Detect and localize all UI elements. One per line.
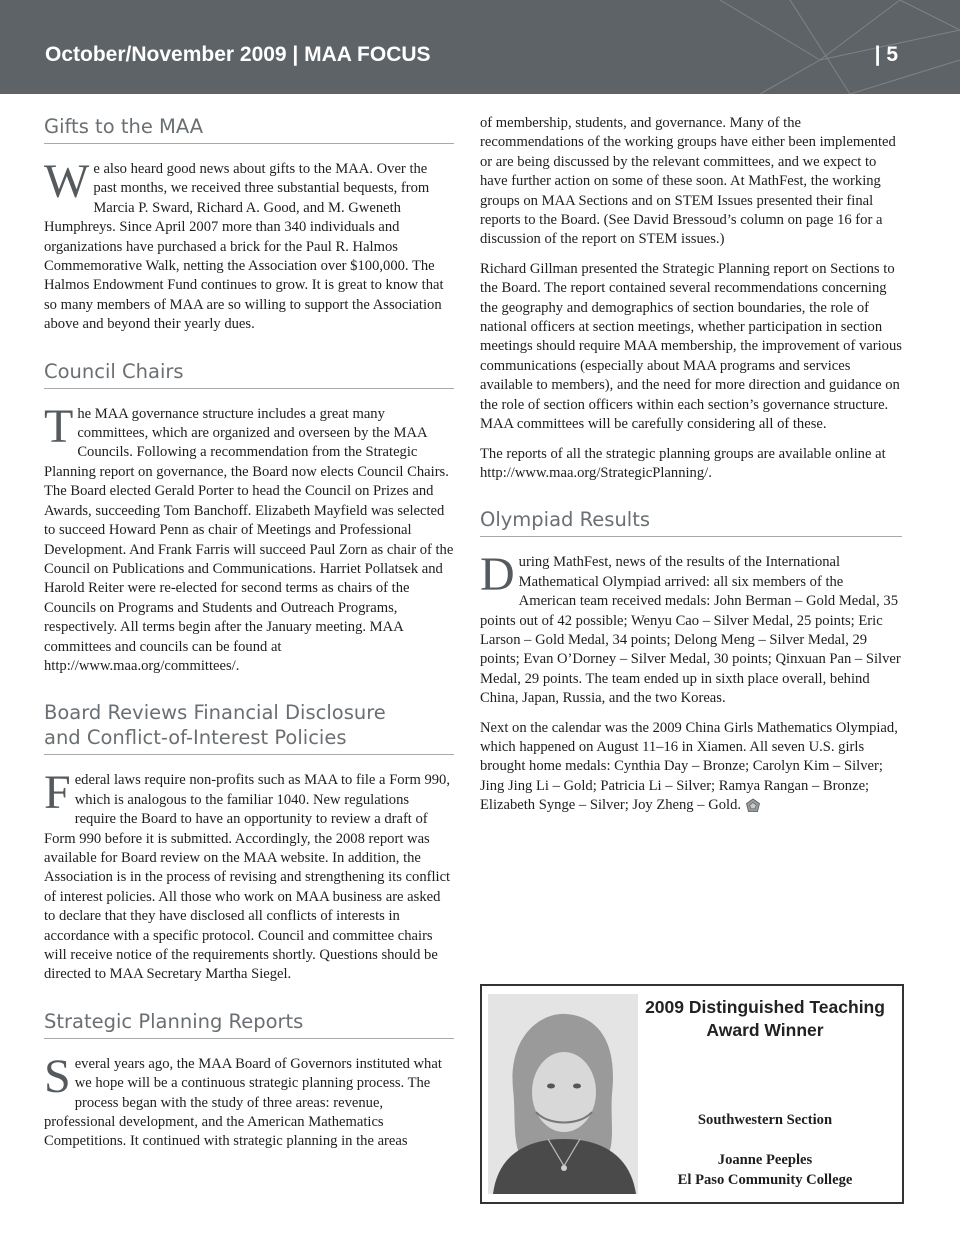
page-header bbox=[0, 0, 960, 94]
board-paragraph bbox=[44, 766, 454, 984]
award-box bbox=[480, 984, 904, 1204]
board-heading-line2: and Conflict-of-Interest Policies bbox=[44, 726, 347, 750]
section-heading-gifts: Gifts to the MAA bbox=[44, 114, 454, 144]
award-title-line1: 2009 Distinguished Teaching bbox=[645, 997, 885, 1017]
strategic-paragraph bbox=[44, 1049, 454, 1152]
reports-online-paragraph: The reports of all the strategic planning groups are available online at http://www.maa.org/StrategicPlanning/. bbox=[480, 445, 886, 481]
gifts-text: e also heard good news about gifts to the MAA. Over the past months, we received three substantial bequests, from Marcia P. Sward, Richard A. Good, and M. Gweneth Humphreys. Since April 2007 more than 340 individuals and organizations have purchased a brick for the Paul R. Halmos Commemorative Walk, netting the Association over $100,000. The Halmos Endowment Fund continues to grow. It is great to know that so many members of MAA are so willing to support the Association above and beyond their yearly dues. bbox=[44, 161, 444, 333]
page-number: | 5 bbox=[874, 43, 898, 66]
award-winner-photo bbox=[488, 994, 638, 1194]
dropcap: W bbox=[44, 155, 90, 208]
council-paragraph bbox=[44, 399, 454, 677]
award-section: Southwestern Section bbox=[697, 1112, 833, 1128]
recipient-college: El Paso Community College bbox=[677, 1171, 853, 1188]
dropcap: D bbox=[480, 548, 515, 602]
dropcap: F bbox=[44, 766, 71, 820]
board-heading-line1: Board Reviews Financial Disclosure bbox=[44, 701, 386, 725]
olympiad-paragraph bbox=[480, 548, 902, 708]
strategic-text: everal years ago, the MAA Board of Governors instituted what we hope will be a continuous strategic planning process. The process began with the study of three areas: revenue, professional development, and the American Mathematics Competitions. It continued with strategic planning in the areas bbox=[44, 1055, 442, 1150]
gifts-paragraph bbox=[44, 155, 454, 335]
maa-dodecahedron-icon bbox=[745, 798, 761, 814]
award-title-line2: Award Winner bbox=[706, 1020, 824, 1040]
recipient-name: Joanne Peeples bbox=[717, 1152, 813, 1168]
section-heading-board bbox=[44, 700, 454, 755]
dropcap: T bbox=[44, 399, 74, 453]
strategic-continued-paragraph: of membership, students, and governance. Many of the recommendations of the working groups have either been implemented or are being discussed by the relevant committees, and we expect to have further action on some of these soon. At MathFest, the working groups on MAA Sections and on STEM Issues presented their final reports to the Board. (See David Bressoud’s column on page 16 for a discussion of the report on STEM issues.) bbox=[480, 115, 896, 248]
gillman-paragraph: Richard Gillman presented the Strategic Planning report on Sections to the Board. The report contained several recommendations concerning the geography and demographics of section boundaries, the role of national officers at section meetings, whether participation in section meetings should require MAA membership, the improvement of various communications (especially about MAA programs and services available to members), and the need for more direction and guidance on the role of section officers within each section’s governance structure. MAA committees will be carefully considering all of these. bbox=[480, 260, 902, 433]
council-text: he MAA governance structure includes a great many committees, which are organized and overseen by the MAA Councils. Following a recommendation from the Strategic Planning report on governance, the Board now elects Council Chairs. The Board elected Gerald Porter to head the Council on Prizes and Awards, succeeding Tom Banchoff. Elizabeth Mayfield was selected to succeed Howard Penn as chair of Meetings and Professional Development. And Frank Farris will succeed Paul Zorn as chair of the Council on Publications and Communications. Harriet Pollatsek and Harold Reiter were re-elected for second terms as chairs of the Councils on Programs and Students and Outreach Programs, respectively. All terms begin after the January meeting. MAA committees and councils can be found at http://www.maa.org/committees/. bbox=[44, 405, 454, 674]
award-recipient bbox=[642, 1151, 888, 1190]
header-decorative-lines bbox=[700, 0, 960, 94]
board-text: ederal laws require non-profits such as MAA to file a Form 990, which is analogous to the familiar 1040. New regulations require the Board to have an opportunity to review a draft of Form 990 before it is submitted. Accordingly, the 2008 report was available for Board review on the MAA website. In addition, the Association is in the process of revising and strengthening its conflict of interest policies. All those who work on MAA business are asked to declare that they have disclosed all conflicts of interests in accordance with a specific protocol. Council and committee chairs will receive notice of the requirements shortly. Questions should be directed to MAA Secretary Martha Siegel. bbox=[44, 772, 451, 983]
section-heading-council: Council Chairs bbox=[44, 359, 454, 389]
section-heading-olympiad: Olympiad Results bbox=[480, 507, 902, 537]
dropcap: S bbox=[44, 1049, 71, 1103]
award-title bbox=[642, 996, 888, 1042]
girls-olympiad-text: Next on the calendar was the 2009 China Girls Mathematics Olympiad, which happened on August 11–16 in Xiamen. All seven U.S. girls brought home medals: Cynthia Day – Bronze; Carolyn Kim – Silver; Jing Jing Li – Gold; Patricia Li – Silver; Ramya Rangan – Bronze; Elizabeth Synge – Silver; Joy Zheng – Gold. bbox=[480, 719, 898, 814]
left-column bbox=[44, 114, 454, 1162]
girls-olympiad-paragraph bbox=[480, 719, 902, 816]
page-title: October/November 2009 | MAA FOCUS bbox=[45, 43, 431, 66]
portrait-illustration bbox=[488, 994, 638, 1194]
olympiad-text: uring MathFest, news of the results of the International Mathematical Olympiad arrived: all six members of the American team received medals: John Berman – Gold Medal, 35 points out of 42 possible; Wenyu Cao – Silver Medal, 25 points; Eric Larson – Gold Medal, 34 points; Delong Meng – Silver Medal, 29 points; Evan O’Dorney – Silver Medal, 30 points; Qinxuan Pan – Silver Medal, 29 points. The team ended up in sixth place overall, behind China, Japan, Russia, and the two Koreas. bbox=[480, 554, 901, 707]
right-column bbox=[480, 114, 902, 826]
section-heading-strategic: Strategic Planning Reports bbox=[44, 1009, 454, 1039]
